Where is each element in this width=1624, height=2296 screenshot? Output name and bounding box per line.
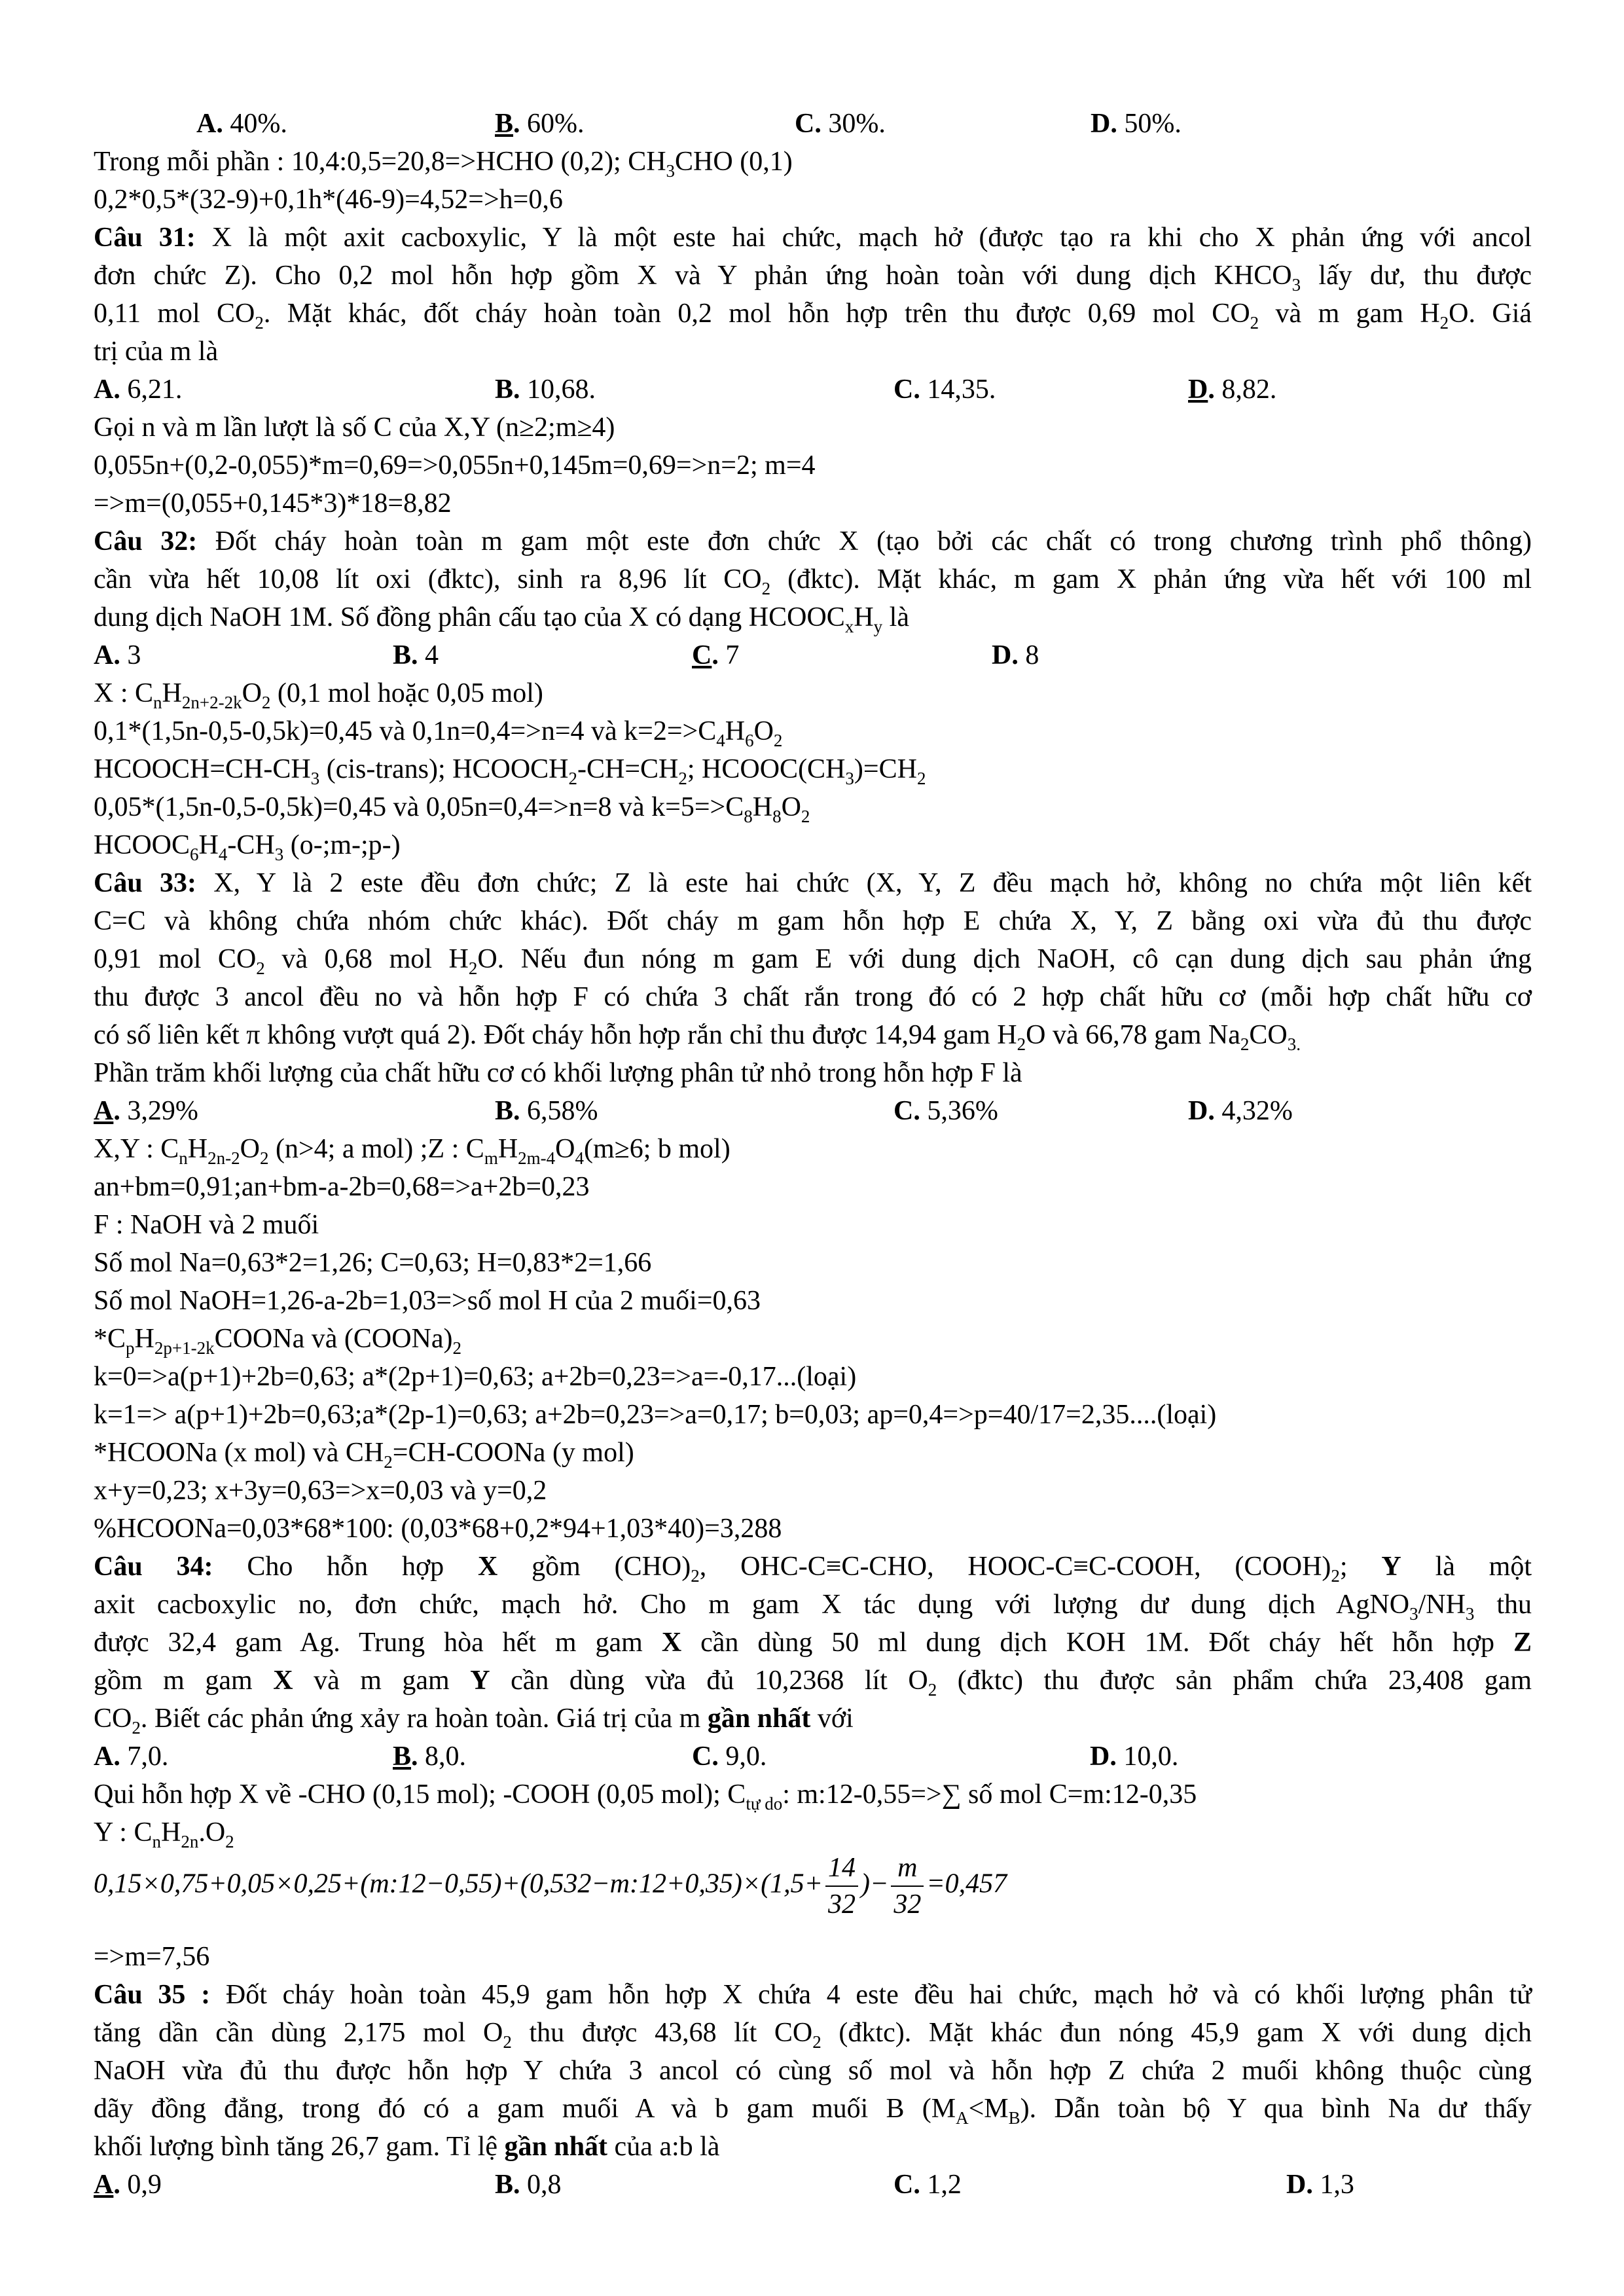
question-text: 0,11 mol $CO_2$. Mặt khác, đốt cháy hoàn toàn 0,2 mol hỗn hợp trên thu được 0,69 mol $CO_2$ và m gam $H_2O$. Giá — [94, 299, 1532, 333]
solution-line: $*C_pH_{2p+1-2k}COONa$ và $(COONa)_2$ — [94, 1324, 461, 1358]
question-text: $CO_2$. Biết các phản ứng xảy ra hoàn toàn. Giá trị của m gần nhất với — [94, 1704, 854, 1738]
option-b: B. 4 — [393, 640, 439, 670]
option-b: B. 8,0. — [393, 1741, 467, 1772]
question-text: gồm m gam X và m gam Y cần dùng vừa đủ 10,2368 lít $O_2$ (đktc) thu được sản phẩm chứa 23,408 gam — [94, 1666, 1532, 1700]
option-c: C. 9,0. — [692, 1741, 767, 1772]
solution-line: 0,2*0,5*(32-9)+0,1h*(46-9)=4,52=>h=0,6 — [94, 185, 563, 215]
question-text: Phần trăm khối lượng của chất hữu cơ có khối lượng phân tử nhỏ trong hỗn hợp F là — [94, 1058, 1022, 1088]
solution-line: an+bm=0,91;an+bm-a-2b=0,68=>a+2b=0,23 — [94, 1172, 590, 1202]
solution-line: %HCOONa=0,03*68*100: (0,03*68+0,2*94+1,03*40)=3,288 — [94, 1514, 782, 1544]
question-34: Câu 34: Cho hỗn hợp X gồm $(CHO)_2$, OHC-C≡C-CHO, HOOC-C≡C-COOH, $(COOH)_2$; Y là một — [94, 1552, 1532, 1586]
question-text: đơn chức Z). Cho 0,2 mol hỗn hợp gồm X và Y phản ứng hoàn toàn với dung dịch $KHCO_3$ lấy dư, thu được — [94, 261, 1532, 295]
solution-line: *HCOONa (x mol) và $CH_2=CH$-COONa (y mol) — [94, 1438, 634, 1472]
fraction: $\frac{14}{32}$ — [825, 1850, 858, 1922]
option-b: B. 0,8 — [495, 2170, 562, 2200]
option-c: C. 30%. — [795, 109, 886, 139]
question-text: thu được 3 ancol đều no và hỗn hợp F có chứa 3 chất rắn trong đó có 2 hợp chất hữu cơ (mỗi hợp chất hữu cơ — [94, 982, 1532, 1012]
solution-line: 0,1*(1,5n-0,5-0,5k)=0,45 và 0,1n=0,4=>n=4 và $k=2=>C_4H_6O_2$ — [94, 716, 783, 750]
solution-line: Gọi n và m lần lượt là số C của X,Y (n≥2;m≥4) — [94, 412, 615, 443]
solution-line: 0,05*(1,5n-0,5-0,5k)=0,45 và 0,05n=0,4=>n=8 và $k=5=>C_8H_8O_2$ — [94, 792, 810, 826]
solution-line: X,Y : $C_nH_{2n-2}O_2$ (n>4; a mol) ;Z : $C_mH_{2m-4}O_4(m\ge 6$; b mol) — [94, 1134, 731, 1168]
option-a: A. 0,9 — [94, 2170, 162, 2200]
solution-line: =>m=(0,055+0,145*3)*18=8,82 — [94, 488, 452, 519]
equation: 0,15×0,75+0,05×0,25+(m:12−0,55)+(0,532−m:12+0,35)×(1,5+ $\frac{14}{32}$ )− $\frac{m}{32}$ =0,457 — [94, 1850, 1007, 1922]
option-a: A. 3,29% — [94, 1096, 198, 1126]
option-b: B. 10,68. — [495, 374, 596, 405]
question-32: Câu 32: Đốt cháy hoàn toàn m gam một este đơn chức X (tạo bởi các chất có trong chương trình phổ thông) — [94, 526, 1532, 556]
question-text: dãy đồng đẳng, trong đó có a gam muối A và b gam muối B $(M_A<M_B)$. Dẫn toàn bộ Y qua bình Na dư thấy — [94, 2094, 1532, 2128]
solution-line: Số mol Na=0,63*2=1,26; C=0,63; H=0,83*2=1,66 — [94, 1248, 652, 1278]
solution-line: k=0=>a(p+1)+2b=0,63; a*(2p+1)=0,63; a+2b=0,23=>a=-0,17...(loại) — [94, 1362, 857, 1392]
option-a: A. 40%. — [196, 109, 287, 139]
solution-line: 0,055n+(0,2-0,055)*m=0,69=>0,055n+0,145m=0,69=>n=2; m=4 — [94, 450, 816, 481]
option-d: D. 8 — [992, 640, 1039, 670]
option-d: D. 4,32% — [1188, 1096, 1293, 1126]
solution-line: F : NaOH và 2 muối — [94, 1210, 319, 1240]
option-d: D. 50%. — [1091, 109, 1182, 139]
option-a: A. 7,0. — [94, 1741, 169, 1772]
question-31: Câu 31: X là một axit cacboxylic, Y là một este hai chức, mạch hở (được tạo ra khi cho X phản ứng với ancol — [94, 223, 1532, 253]
solution-line: x+y=0,23; x+3y=0,63=>x=0,03 và y=0,2 — [94, 1476, 547, 1506]
question-text: có số liên kết π không vượt quá 2). Đốt cháy hỗn hợp rắn chỉ thu được 14,94 gam $H_2O$ và 66,78 gam $Na_2CO_{3.}$ — [94, 1020, 1301, 1054]
option-a: A. 3 — [94, 640, 141, 670]
question-text: NaOH vừa đủ thu được hỗn hợp Y chứa 3 ancol có cùng số mol và hỗn hợp Z chứa 2 muối không thuộc cùng — [94, 2056, 1532, 2086]
solution-line: $HCOOCH=CH-CH_3$ (cis-trans); $HCOOCH_2-CH=CH_2$; $HCOOC(CH_3)=CH_2$ — [94, 754, 926, 788]
solution-line: k=1=> a(p+1)+2b=0,63;a*(2p-1)=0,63; a+2b=0,23=>a=0,17; b=0,03; ap=0,4=>p=40/17=2,35....(loại) — [94, 1400, 1217, 1430]
question-33: Câu 33: X, Y là 2 este đều đơn chức; Z là este hai chức (X, Y, Z đều mạch hở, không no chứa một liên kết — [94, 868, 1532, 898]
question-35: Câu 35 : Đốt cháy hoàn toàn 45,9 gam hỗn hợp X chứa 4 este đều hai chức, mạch hở và có khối lượng phân tử — [94, 1980, 1532, 2010]
question-text: khối lượng bình tăng 26,7 gam. Tỉ lệ gần nhất của a:b là — [94, 2132, 720, 2162]
solution-line: Qui hỗn hợp X về -CHO (0,15 mol); -COOH (0,05 mol); $C_{tự do}$: m:12-0,55=>∑ số mol C=m:12-0,35 — [94, 1779, 1197, 1813]
option-b: B. 60%. — [495, 109, 585, 139]
solution-line: =>m=7,56 — [94, 1942, 210, 1972]
solution-line: $HCOOC_6H_4-CH_3$ (o-;m-;p-) — [94, 830, 401, 864]
option-c: C. 14,35. — [893, 374, 996, 405]
question-text: tăng dần cần dùng 2,175 mol $O_2$ thu được 43,68 lít $CO_2$ (đktc). Mặt khác đun nóng 45,9 gam X với dung dịch — [94, 2018, 1532, 2052]
option-d: D. 10,0. — [1090, 1741, 1179, 1772]
option-c: C. 7 — [692, 640, 740, 670]
solution-line: Y : $C_nH_{2n}.O_2$ — [94, 1817, 234, 1851]
fraction: $\frac{m}{32}$ — [891, 1850, 924, 1922]
option-b: B. 6,58% — [495, 1096, 598, 1126]
option-d: D. 1,3 — [1286, 2170, 1354, 2200]
question-text: C=C và không chứa nhóm chức khác). Đốt cháy m gam hỗn hợp E chứa X, Y, Z bằng oxi vừa đủ thu được — [94, 906, 1532, 936]
option-c: C. 5,36% — [893, 1096, 998, 1126]
question-text: được 32,4 gam Ag. Trung hòa hết m gam X cần dùng 50 ml dung dịch KOH 1M. Đốt cháy hết hỗn hợp Z — [94, 1628, 1532, 1658]
option-a: A. 6,21. — [94, 374, 183, 405]
option-c: C. 1,2 — [893, 2170, 962, 2200]
question-text: cần vừa hết 10,08 lít oxi (đktc), sinh ra 8,96 lít $CO_2$ (đktc). Mặt khác, m gam X phản ứng vừa hết với 100 ml — [94, 564, 1532, 598]
question-text: trị của m là — [94, 337, 219, 367]
question-text: dung dịch NaOH 1M. Số đồng phân cấu tạo của X có dạng $HCOOC_xH_y$ là — [94, 602, 909, 636]
solution-line: X : $C_nH_{2n+2-2k}O_2$ (0,1 mol hoặc 0,05 mol) — [94, 678, 543, 712]
option-d: D. 8,82. — [1188, 374, 1277, 405]
solution-line: Trong mỗi phần : 10,4:0,5=20,8=>HCHO (0,2); $CH_3CHO$ (0,1) — [94, 147, 793, 181]
question-text: 0,91 mol $CO_2$ và 0,68 mol $H_2O$. Nếu đun nóng m gam E với dung dịch NaOH, cô cạn dung dịch sau phản ứng — [94, 944, 1532, 978]
question-text: axit cacboxylic no, đơn chức, mạch hở. Cho m gam X tác dụng với lượng dư dung dịch $AgNO_3/NH_3$ thu — [94, 1590, 1532, 1624]
solution-line: Số mol NaOH=1,26-a-2b=1,03=>số mol H của 2 muối=0,63 — [94, 1286, 761, 1316]
